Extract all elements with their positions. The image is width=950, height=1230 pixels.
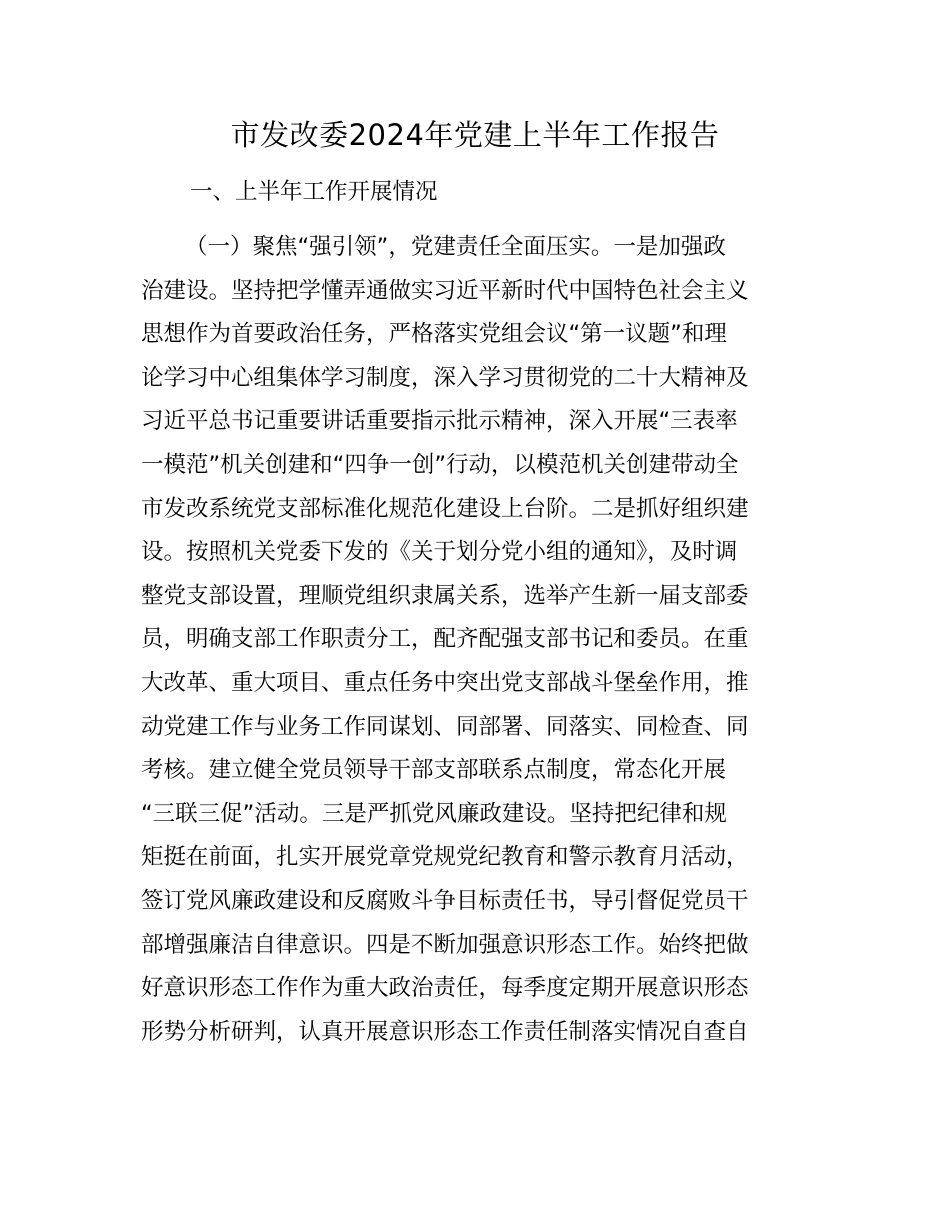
paragraph-line: 市发改系统党支部标准化规范化建设上台阶。二是抓好组织建 <box>141 495 749 522</box>
paragraph-line: 员，明确支部工作职责分工，配齐配强支部书记和委员。在重 <box>141 626 749 653</box>
paragraph-line: （一）聚焦“强引领”，党建责任全面压实。一是加强政 <box>185 234 726 260</box>
paragraph-line: 部增强廉洁自律意识。四是不断加强意识形态工作。始终把做 <box>141 931 749 958</box>
paragraph-line: 整党支部设置，理顺党组织隶属关系，选举产生新一届支部委 <box>141 582 749 609</box>
paragraph-line: “三联三促”活动。三是严抓党风廉政建设。坚持把纪律和规 <box>141 800 727 827</box>
paragraph-line: 动党建工作与业务工作同谋划、同部署、同落实、同检查、同 <box>141 713 749 740</box>
document-title: 市发改委2024年党建上半年工作报告 <box>230 118 720 152</box>
paragraph-line: 习近平总书记重要讲话重要指示批示精神，深入开展“三表率 <box>141 408 738 435</box>
section-heading: 一、上半年工作开展情况 <box>190 179 438 205</box>
paragraph-line: 论学习中心组集体学习制度，深入学习贯彻党的二十大精神及 <box>141 364 749 391</box>
paragraph-line: 治建设。坚持把学懂弄通做实习近平新时代中国特色社会主义 <box>141 277 749 304</box>
body-text <box>141 226 821 1054</box>
paragraph-line: 思想作为首要政治任务，严格落实党组会议“第一议题”和理 <box>141 321 727 348</box>
paragraph-line: 考核。建立健全党员领导干部支部联系点制度，常态化开展 <box>141 757 727 784</box>
paragraph-line: 一模范”机关创建和“四争一创”行动，以模范机关创建带动全 <box>141 451 739 478</box>
paragraph-line: 设。按照机关党委下发的《关于划分党小组的通知》，及时调 <box>141 539 738 566</box>
paragraph-line: 好意识形态工作作为重大政治责任，每季度定期开展意识形态 <box>141 975 749 1002</box>
paragraph-line: 大改革、重大项目、重点任务中突出党支部战斗堡垒作用，推 <box>141 669 749 696</box>
paragraph-line: 形势分析研判，认真开展意识形态工作责任制落实情况自查自 <box>141 1018 749 1045</box>
paragraph-line: 签订党风廉政建设和反腐败斗争目标责任书，导引督促党员干 <box>141 887 749 914</box>
paragraph-line: 矩挺在前面，扎实开展党章党规党纪教育和警示教育月活动， <box>141 844 749 871</box>
